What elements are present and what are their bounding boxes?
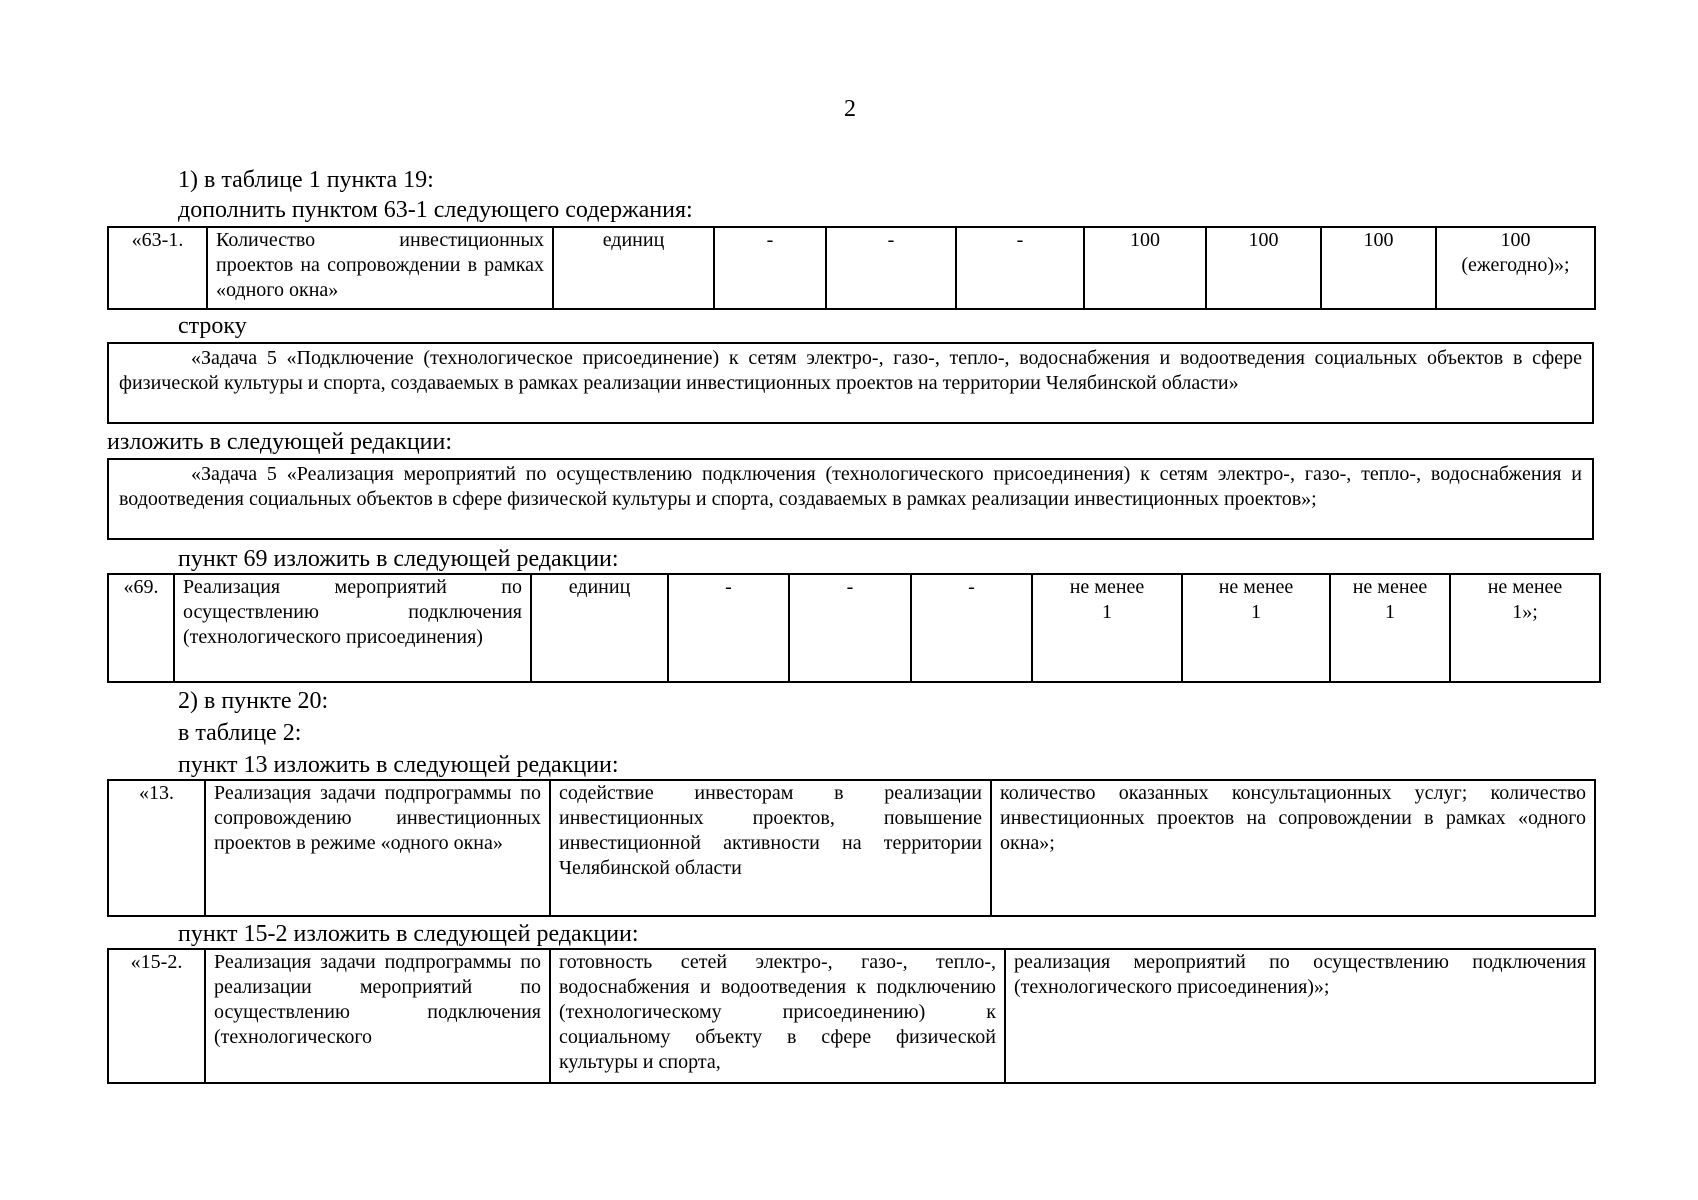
- value-line: 1: [1385, 601, 1395, 623]
- task-indicator: количество оказанных консультационных услуг; количество инвестиционных проектов на сопровождении в рамках «одного окна»;: [991, 780, 1595, 916]
- value-cell: [1032, 574, 1182, 682]
- unit-cell: единиц: [531, 574, 668, 682]
- value-line: 100: [1500, 229, 1531, 251]
- value-cell: -: [789, 574, 911, 682]
- value-cell: -: [714, 227, 826, 309]
- value-line: 1»;: [1512, 601, 1538, 623]
- point-15-2-heading: пункт 15-2 изложить в следующей редакции:: [178, 921, 639, 947]
- old-task-5-box: «Задача 5 «Подключение (технологическое присоединение) к сетям электро-, газо-, тепло-, водоснабжения и водоотведения социальных объектов в сфере физической культуры и спорта, создаваемых в рамках реализации инвестиционных проектов на территории Челябинской области»: [107, 342, 1594, 424]
- value-line: (ежегодно)»;: [1461, 254, 1570, 276]
- section-1-heading: 1) в таблице 1 пункта 19:: [178, 167, 434, 193]
- value-line: не менее: [1487, 576, 1563, 598]
- value-line: 1: [1251, 601, 1261, 623]
- value-cell: -: [826, 227, 956, 309]
- value-cell: [1330, 574, 1450, 682]
- value-cell: 100: [1206, 227, 1321, 309]
- table-2-label: в таблице 2:: [178, 720, 302, 746]
- value-cell: [1450, 574, 1600, 682]
- indicator-name: Количество инвестиционных проектов на сопровождении в рамках «одного окна»: [207, 227, 553, 309]
- row-number: «15-2.: [108, 949, 205, 1083]
- value-cell: [1436, 227, 1595, 309]
- add-point-63-1-instruction: дополнить пунктом 63-1 следующего содержания:: [178, 197, 693, 223]
- value-line: не менее: [1069, 576, 1145, 598]
- table-row-63-1: [107, 226, 1596, 310]
- point-69-heading: пункт 69 изложить в следующей редакции:: [178, 546, 619, 572]
- value-line: не менее: [1218, 576, 1294, 598]
- value-line: 1: [1102, 601, 1112, 623]
- value-cell: -: [911, 574, 1032, 682]
- new-task-5-box: «Задача 5 «Реализация мероприятий по осуществлению подключения (технологического присоединения) к сетям электро-, газо-, тепло-, водоснабжения и водоотведения социальных объектов в сфере физической культуры и спорта, создаваемых в рамках реализации инвестиционных проектов»;: [107, 458, 1594, 540]
- task-name: Реализация задачи подпрограммы по реализации мероприятий по осуществлению подключения (технологического: [205, 949, 550, 1083]
- task-indicator: реализация мероприятий по осуществлению подключения (технологического присоединения)»;: [1005, 949, 1595, 1083]
- table-row-13: [107, 779, 1596, 917]
- value-cell: -: [668, 574, 789, 682]
- row-number: «69.: [108, 574, 174, 682]
- indicator-name: Реализация мероприятий по осуществлению подключения (технологического присоединения): [174, 574, 531, 682]
- point-13-heading: пункт 13 изложить в следующей редакции:: [178, 752, 619, 778]
- restate-instruction: изложить в следующей редакции:: [107, 429, 453, 455]
- task-goal: содействие инвесторам в реализации инвестиционных проектов, повышение инвестиционной активности на территории Челябинской области: [550, 780, 991, 916]
- row-number: «63-1.: [108, 227, 207, 309]
- page-number: 2: [844, 96, 856, 122]
- value-cell: 100: [1321, 227, 1436, 309]
- row-number: «13.: [108, 780, 205, 916]
- value-cell: 100: [1084, 227, 1206, 309]
- section-2-heading: 2) в пункте 20:: [178, 688, 329, 714]
- value-line: не менее: [1352, 576, 1428, 598]
- table-row-15-2: [107, 948, 1596, 1084]
- value-cell: [1182, 574, 1330, 682]
- task-goal: готовность сетей электро-, газо-, тепло-, водоснабжения и водоотведения к подключению (технологическому присоединению) к социальному объекту в сфере физической культуры и спорта,: [550, 949, 1005, 1083]
- table-row-69: [107, 573, 1601, 683]
- stroku-label: строку: [178, 313, 247, 339]
- value-cell: -: [956, 227, 1084, 309]
- task-name: Реализация задачи подпрограммы по сопровождению инвестиционных проектов в режиме «одного окна»: [205, 780, 550, 916]
- unit-cell: единиц: [553, 227, 714, 309]
